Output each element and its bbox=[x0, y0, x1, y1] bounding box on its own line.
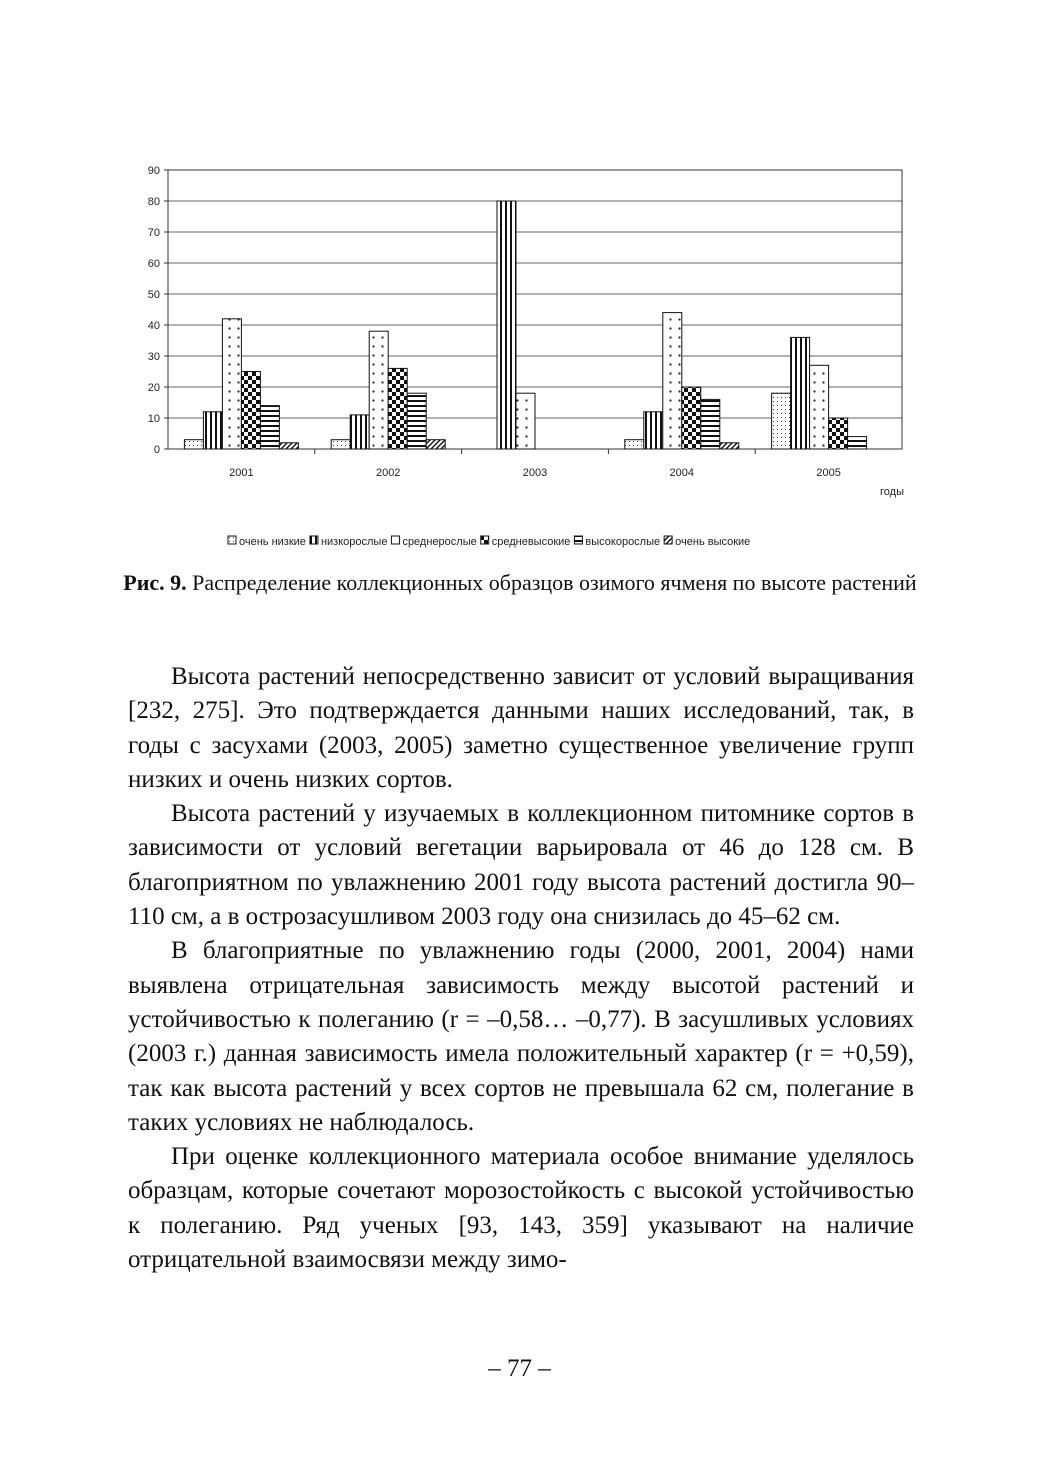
bar bbox=[701, 399, 720, 449]
y-tick-label: 50 bbox=[147, 289, 160, 301]
bar bbox=[279, 443, 298, 449]
legend-entry: очень низкие bbox=[239, 536, 306, 548]
bar bbox=[426, 440, 445, 449]
bar-chart bbox=[0, 0, 1039, 560]
bar bbox=[516, 393, 535, 449]
bar bbox=[791, 337, 810, 449]
legend-entry: низкорослые bbox=[320, 536, 388, 548]
bar bbox=[644, 412, 663, 449]
paragraph: Высота растений у изучаемых в коллекционном питомнике сортов в зависимости от условий вегетации варьировала от 46 до 128 см. В благоприятном по увлажнению 2001 году высота растений достигла 90–110 см, а в острозасушливом 2003 году она снизилась до 45–62 см. bbox=[128, 800, 914, 931]
x-axis-label: годы bbox=[880, 486, 904, 498]
legend-entry: высокорослые bbox=[585, 536, 661, 548]
bar bbox=[331, 440, 350, 449]
bar bbox=[369, 331, 388, 449]
bar bbox=[222, 319, 241, 449]
x-axis-categories bbox=[229, 449, 841, 479]
bar bbox=[772, 393, 791, 449]
body-text bbox=[128, 660, 914, 1277]
bar bbox=[810, 365, 829, 449]
paragraph: Высота растений непосредственно зависит от условий выращивания [232, 275]. Это подтверждается данными наших исследований, так, в годы с засухами (2003, 2005) заметно существенное увеличение групп низких и очень низких сортов. bbox=[128, 663, 914, 793]
paragraph: В благоприятные по увлажнению годы (2000, 2001, 2004) нами выявлена отрицательная зависимость между высотой растений и устойчивостью к полеганию (r = –0,58… –0,77). В засушливых условиях (2003 г.) данная зависимость имела положительный характер (r = +0,59), так как высота растений у всех сортов не превышала 62 см, полегание в таких условиях не наблюдалось. bbox=[128, 937, 914, 1136]
figure-caption-text: Распределение коллекционных образцов озимого ячменя по высоте растений bbox=[186, 570, 917, 595]
legend-swatch bbox=[310, 536, 318, 544]
legend-entry: среднерослые bbox=[402, 536, 477, 548]
legend-swatch bbox=[481, 536, 489, 544]
legend-swatch bbox=[664, 536, 672, 544]
x-category-label: 2005 bbox=[816, 467, 841, 479]
legend-entry: очень высокие bbox=[675, 536, 751, 548]
bar bbox=[350, 415, 369, 449]
figure-caption bbox=[120, 568, 920, 597]
bar bbox=[260, 406, 279, 449]
y-tick-label: 60 bbox=[147, 258, 160, 270]
bar bbox=[848, 437, 867, 449]
y-tick-label: 70 bbox=[147, 227, 160, 239]
legend-swatch bbox=[574, 536, 582, 544]
legend-swatch bbox=[228, 536, 236, 544]
page-number: – 77 – bbox=[488, 1355, 551, 1382]
y-tick-label: 40 bbox=[147, 320, 160, 332]
bar bbox=[720, 443, 739, 449]
bar bbox=[663, 313, 682, 449]
y-tick-label: 90 bbox=[147, 165, 160, 177]
chart-legend bbox=[228, 536, 750, 548]
x-category-label: 2001 bbox=[229, 467, 254, 479]
x-category-label: 2003 bbox=[522, 467, 548, 479]
bar bbox=[184, 440, 203, 449]
bar bbox=[497, 201, 516, 449]
y-tick-label: 30 bbox=[147, 351, 160, 363]
y-tick-label: 10 bbox=[147, 413, 160, 425]
bar bbox=[388, 368, 407, 449]
bar bbox=[682, 387, 701, 449]
y-tick-label: 80 bbox=[147, 196, 160, 208]
y-tick-label: 0 bbox=[153, 444, 160, 456]
x-category-label: 2002 bbox=[375, 467, 401, 479]
y-tick-label: 20 bbox=[147, 382, 160, 394]
legend-swatch bbox=[391, 536, 399, 544]
bar bbox=[829, 418, 848, 449]
bar bbox=[241, 372, 260, 450]
x-category-label: 2004 bbox=[669, 467, 695, 479]
figure-label: Рис. 9. bbox=[123, 570, 187, 595]
legend-entry: средневысокие bbox=[491, 536, 571, 548]
paragraph: При оценке коллекционного материала особое внимание уделялось образцам, которые сочетают морозостойкость с высокой устойчивостью к полеганию. Ряд ученых [93, 143, 359] указывают на наличие отрицательной взаимосвязи между зимо- bbox=[128, 1143, 914, 1274]
bar bbox=[407, 393, 426, 449]
y-axis-ticks bbox=[148, 165, 168, 456]
bar bbox=[625, 440, 644, 449]
bar bbox=[203, 412, 222, 449]
